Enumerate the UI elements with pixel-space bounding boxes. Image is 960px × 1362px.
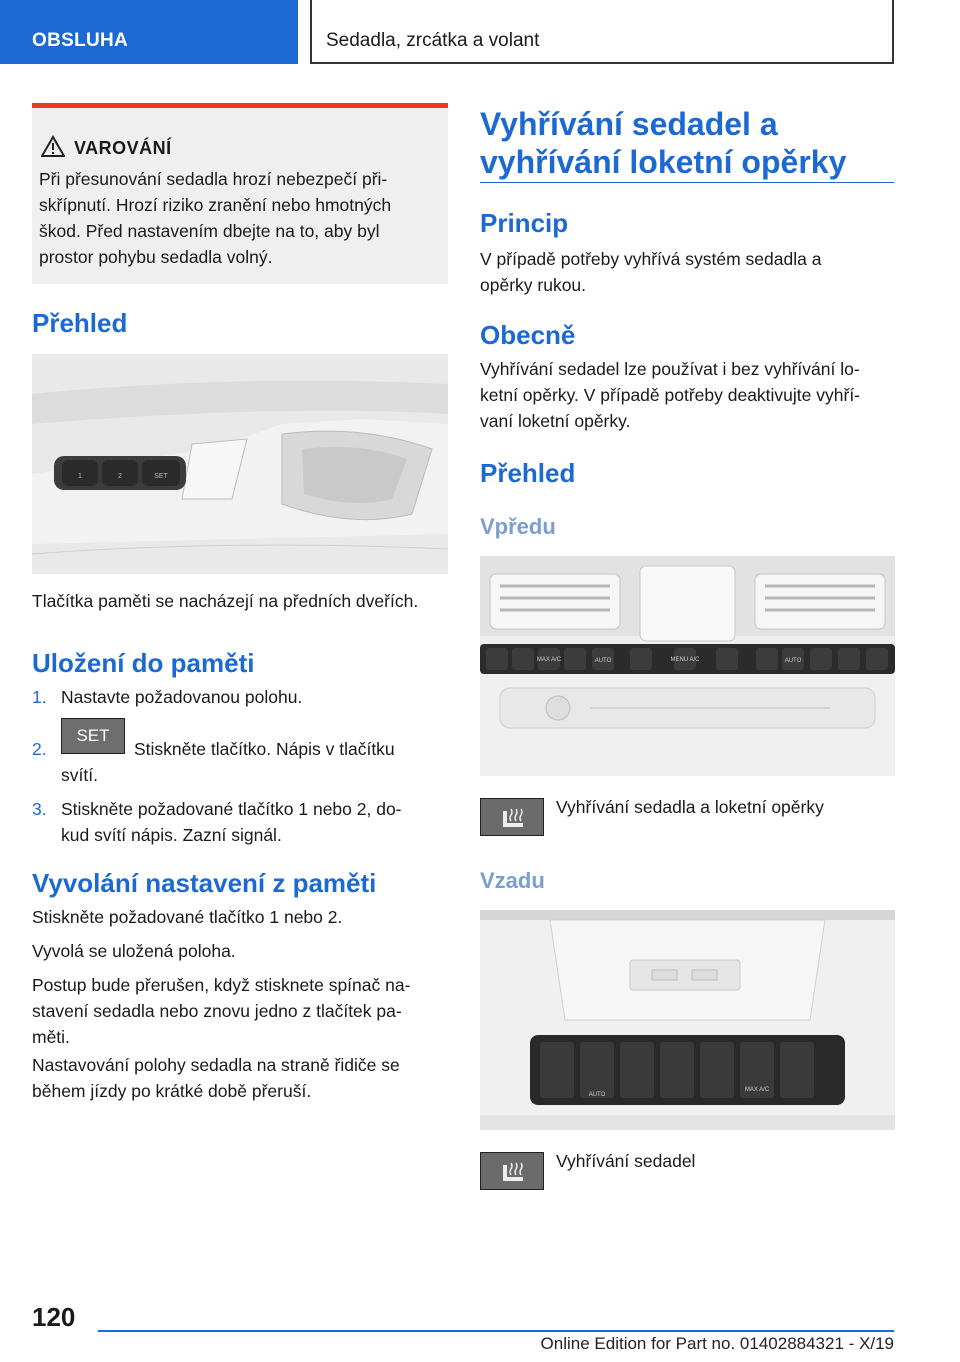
recall-para-2: Vyvolá se uložená poloha. [32, 941, 236, 961]
general-line-1: Vyhřívání sedadel lze používat i bez vyhřívání lo- [480, 359, 860, 379]
step-2-text-cont: svítí. [61, 765, 98, 785]
warning-line: Při přesunování sedadla hrozí nebezpečí při- [39, 169, 388, 189]
step-number: 1. [32, 687, 47, 707]
rear-panel-label: MAX A/C [744, 1087, 770, 1093]
section-label: OBSLUHA [32, 30, 129, 51]
front-panel-label: AUTO [784, 658, 802, 664]
step-1-text: Nastavte požadovanou polohu. [61, 687, 303, 707]
recall-para-4: Nastavování polohy sedadla na straně řidiče se [32, 1055, 400, 1075]
warning-line: škod. Před nastavením dbejte na to, aby byl [39, 221, 380, 241]
warning-line: skřípnutí. Hrozí riziko zranění nebo hmotných [39, 195, 392, 215]
front-panel-label: MAX A/C [536, 657, 562, 663]
recall-para-1: Stiskněte požadované tlačítko 1 nebo 2. [32, 907, 343, 927]
principle-line-2: opěrky rukou. [480, 275, 587, 295]
step-1 [32, 684, 47, 710]
recall-para-3-line-3: měti. [32, 1027, 70, 1047]
overview-heading: Přehled [32, 308, 128, 338]
recall-para-3-line-2: stavení sedadla nebo znovu jedno z tlačítek pa- [32, 1001, 402, 1021]
step-3 [32, 796, 47, 822]
section-title-line-1: Vyhřívání sedadel a [480, 106, 778, 142]
rear-console-illustration [480, 910, 895, 1130]
warning-text [39, 166, 443, 270]
door-memory-photo [32, 354, 448, 574]
step-3-text: Stiskněte požadované tlačítko 1 nebo 2, do- [61, 799, 402, 819]
page-number: 120 [32, 1302, 76, 1332]
set-button-label: SET [76, 726, 110, 745]
warning-triangle-icon [41, 135, 65, 157]
recall-para-4-line-2: během jízdy po krátké době přeruší. [32, 1081, 312, 1101]
rear-heading: Vzadu [480, 868, 545, 893]
footer-rule [98, 1330, 894, 1332]
front-console-photo [480, 556, 895, 776]
photo-button-2-label: 2 [118, 473, 122, 480]
seat-heating-icon [481, 799, 543, 835]
front-console-illustration [480, 556, 895, 776]
rear-console-photo [480, 910, 895, 1130]
warning-line: prostor pohybu sedadla volný. [39, 247, 273, 267]
principle-line-1: V případě potřeby vyhřívá systém sedadla a [480, 249, 822, 269]
warning-title: VAROVÁNÍ [74, 138, 172, 158]
title-rule [480, 182, 894, 183]
step-number: 2. [32, 739, 47, 759]
chapter-title: Sedadla, zrcátka a volant [326, 30, 540, 51]
door-panel-illustration [32, 354, 448, 574]
front-panel-label: MENU A/C [670, 657, 700, 663]
step-2-text: Stiskněte tlačítko. Nápis v tlačítku [134, 739, 395, 759]
set-button-image [61, 718, 125, 754]
principle-heading: Princip [480, 208, 569, 238]
photo-caption: Tlačítka paměti se nacházejí na předních dveřích. [32, 591, 419, 611]
photo-button-1-label: 1 [78, 473, 82, 480]
section-tab[interactable] [0, 0, 298, 64]
front-panel-label: AUTO [594, 658, 612, 664]
front-caption: Vyhřívání sedadla a loketní opěrky [556, 797, 824, 817]
rear-panel-label: AUTO [588, 1092, 606, 1098]
overview-heading-right: Přehled [480, 458, 576, 488]
general-heading: Obecně [480, 320, 576, 350]
seat-heating-icon [481, 1153, 543, 1189]
general-line-3: vaní loketní opěrky. [480, 411, 631, 431]
step-2 [32, 736, 47, 762]
warning-box [32, 103, 448, 284]
store-heading: Uložení do paměti [32, 648, 255, 678]
front-heading: Vpředu [480, 514, 556, 539]
recall-para-3: Postup bude přerušen, když stisknete spínač na- [32, 975, 411, 995]
step-number: 3. [32, 799, 47, 819]
step-3-text-cont: kud svítí nápis. Zazní signál. [61, 825, 282, 845]
photo-button-set-label: SET [154, 473, 168, 480]
recall-heading: Vyvolání nastavení z paměti [32, 868, 377, 898]
chapter-header [312, 0, 894, 64]
seat-heating-button-image [480, 798, 544, 836]
rear-caption: Vyhřívání sedadel [556, 1151, 696, 1171]
edition-note: Online Edition for Part no. 01402884321 - X/19 [540, 1334, 894, 1353]
general-line-2: ketní opěrky. V případě potřeby deaktivujte vyhří- [480, 385, 861, 405]
rear-seat-heating-button-image [480, 1152, 544, 1190]
section-title-line-2: vyhřívání loketní opěrky [480, 144, 847, 180]
